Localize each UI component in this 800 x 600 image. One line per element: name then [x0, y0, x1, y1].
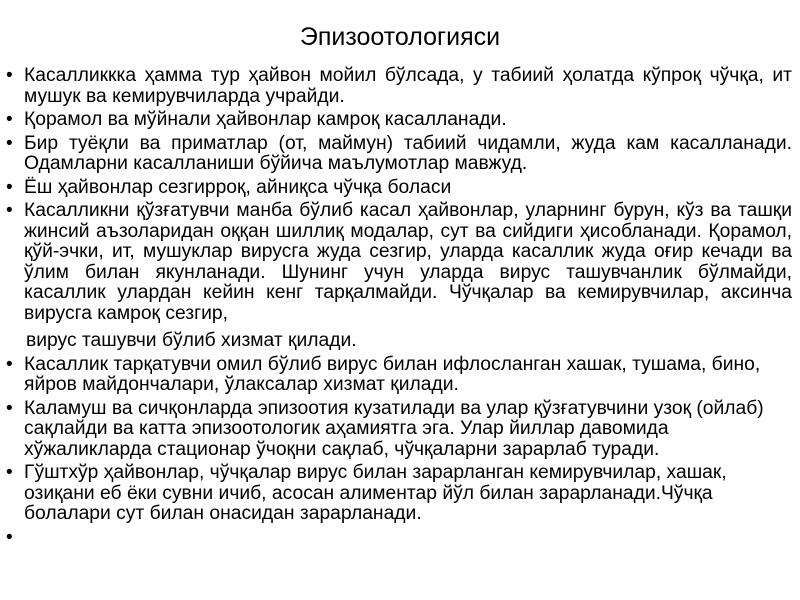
bullet-text: Ёш ҳайвонлар сезгирроқ, айниқса чўчқа боласи — [24, 176, 452, 198]
bullet-text: Касалликни қўзғатувчи манба бўлиб касал ҳайвонлар, уларнинг бурун, кўз ва ташқи жинсий аъзоларидан оққан шиллиқ модалар, сут ва сийдиги ҳисобланади. Қорамол, қўй-эчки, ит, мушуклар вирусга жуда сезгир, уларда касаллик жуда оғир кечади ва ўлим билан якунланади. Шунинг учун уларда вирус ташувчанлик бўлмайди, касаллик улардан кейин кенг тарқалмайди. Чўчқалар ва кемирувчилар, аксинча вирусга камроқ сезгир, — [24, 200, 792, 324]
bullet-text: Бир туёқли ва приматлар (от, маймун) табиий чидамли, жуда кам касалланади. Одамларни касалланиши бўйича маълумотлар мавжуд. — [24, 132, 792, 174]
bullet-continuation: вирус ташувчи бўлиб хизмат қилади. — [26, 330, 357, 351]
bullet-dot: • — [6, 109, 13, 130]
bullet-item-8 — [6, 463, 792, 525]
bullet-dot: • — [6, 397, 13, 419]
bullet-item-3 — [6, 134, 792, 175]
bullet-dot: • — [6, 200, 13, 221]
bullet-list — [6, 66, 792, 551]
bullet-text: Касалликкка ҳамма тур ҳайвон мойил бўлсада, у табиий ҳолатда кўпроқ чўчқа, ит мушук ва кемирувчиларда учрайди. — [24, 65, 792, 107]
bullet-dot: • — [6, 65, 13, 86]
bullet-item-7 — [6, 399, 792, 461]
bullet-dot: • — [6, 353, 13, 375]
bullet-item-2 — [6, 110, 792, 131]
slide-title: Эпизоотологияси — [299, 23, 501, 51]
bullet-dot: • — [6, 462, 13, 483]
bullet-item-6 — [6, 355, 792, 396]
bullet-dot: • — [6, 132, 13, 154]
bullet-dot: • — [6, 176, 13, 198]
bullet-item-1 — [6, 66, 792, 107]
bullet-text: Гўштхўр ҳайвонлар, чўчқалар вирус билан зарарланган кемирувчилар, хашак, озиқани еб ёки сувни ичиб, асосан алиментар йўл билан зарарланади.Чўчқа болалари сут билан онасидан зарарланади. — [24, 462, 727, 524]
bullet-dot: • — [6, 526, 13, 548]
bullet-item-9-empty — [6, 528, 792, 548]
bullet-item-5 — [6, 201, 792, 352]
bullet-text: Каламуш ва сичқонларда эпизоотия кузатилади ва улар қўзғатувчини узоқ (ойлаб) сақлайди ва катта эпизоотологик аҳамиятга эга. Улар йиллар давомида хўжаликларда стационар ўчоқни сақлаб, чўчқаларни зарарлаб туради. — [24, 397, 764, 460]
bullet-text: Касаллик тарқатувчи омил бўлиб вирус билан ифлосланган хашак, тушама, бино, яйров майдончалари, ўлаксалар хизмат қилади. — [24, 353, 761, 395]
bullet-text: Қорамол ва мўйнали ҳайвонлар камроқ касалланади. — [24, 109, 507, 130]
bullet-item-4 — [6, 178, 792, 199]
